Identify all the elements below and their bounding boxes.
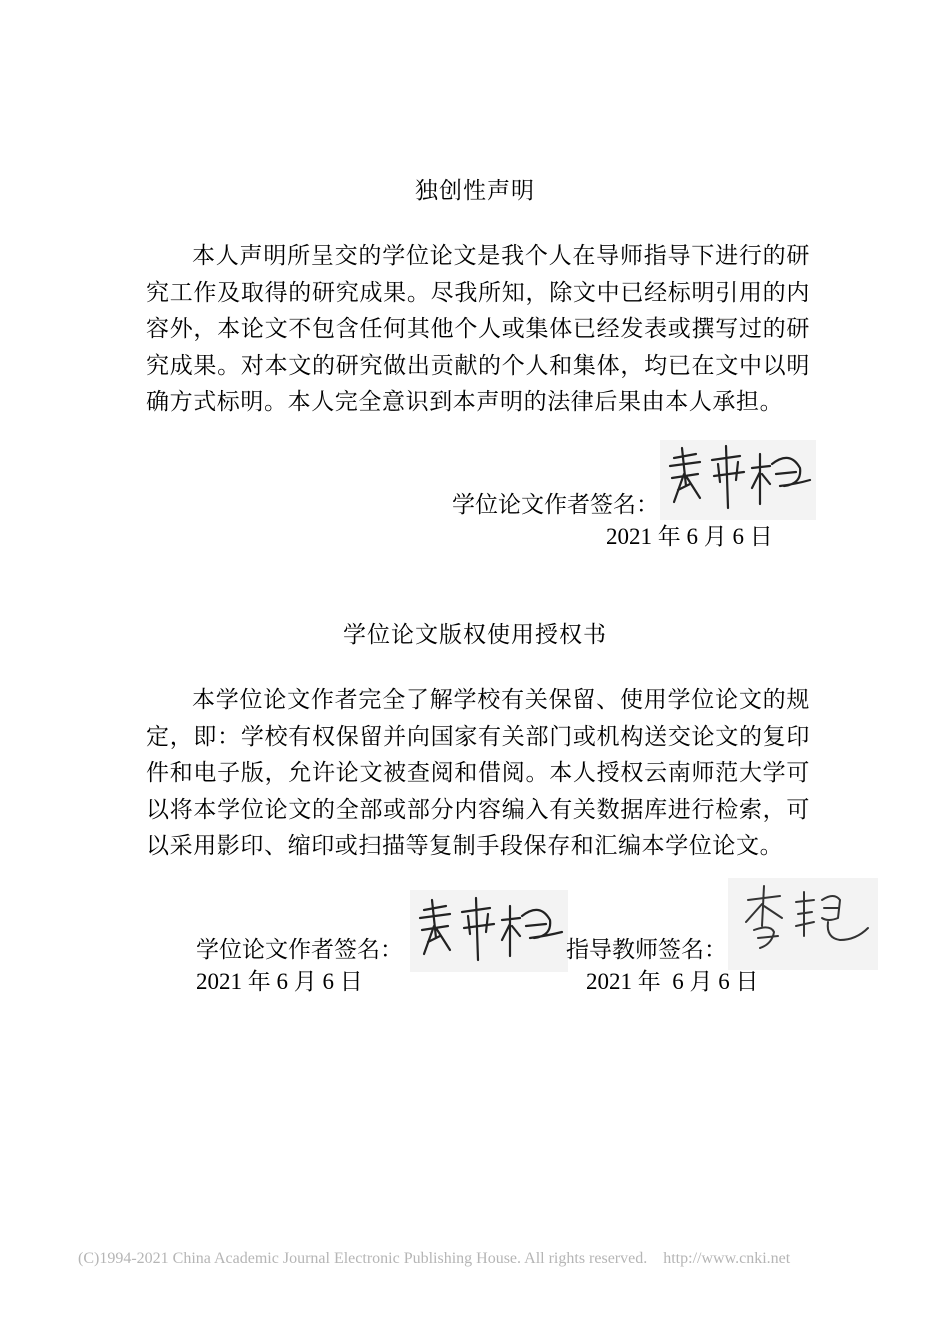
author-date: 2021 年 6 月 6 日 [196,969,363,994]
page-footer [78,1249,790,1269]
advisor-signature-label: 指导教师签名： [566,937,727,963]
declaration-date: 2021 年 6 月 6 日 [606,524,773,549]
author-signature-image [410,890,568,972]
declaration-title: 独创性声明 [415,178,535,204]
advisor-date: 2021 年 6 月 6 日 [586,969,759,994]
authorization-title: 学位论文版权使用授权书 [343,622,607,648]
footer-copyright: (C)1994-2021 China Academic Journal Electronic Publishing House. All rights reserved. [78,1250,648,1267]
authorization-body: 本学位论文作者完全了解学校有关保留、使用学位论文的规定，即：学校有权保留并向国家有关部门或机构送交论文的复印件和电子版，允许论文被查阅和借阅。本人授权云南师范大学可以将本学位论文的全部或部分内容编入有关数据库进行检索，可以采用影印、缩印或扫描等复制手段保存和汇编本学位论文。 [146,687,810,860]
declaration-signature-label: 学位论文作者签名： [452,492,659,518]
advisor-signature-image [728,878,878,970]
author-signature-label: 学位论文作者签名： [196,937,403,963]
declaration-signature-image [660,440,816,520]
footer-url: http://www.cnki.net [663,1250,791,1267]
declaration-body: 本人声明所呈交的学位论文是我个人在导师指导下进行的研究工作及取得的研究成果。尽我所知，除文中已经标明引用的内容外，本论文不包含任何其他个人或集体已经发表或撰写过的研究成果。对本文的研究做出贡献的个人和集体，均已在文中以明确方式标明。本人完全意识到本声明的法律后果由本人承担。 [146,243,810,416]
